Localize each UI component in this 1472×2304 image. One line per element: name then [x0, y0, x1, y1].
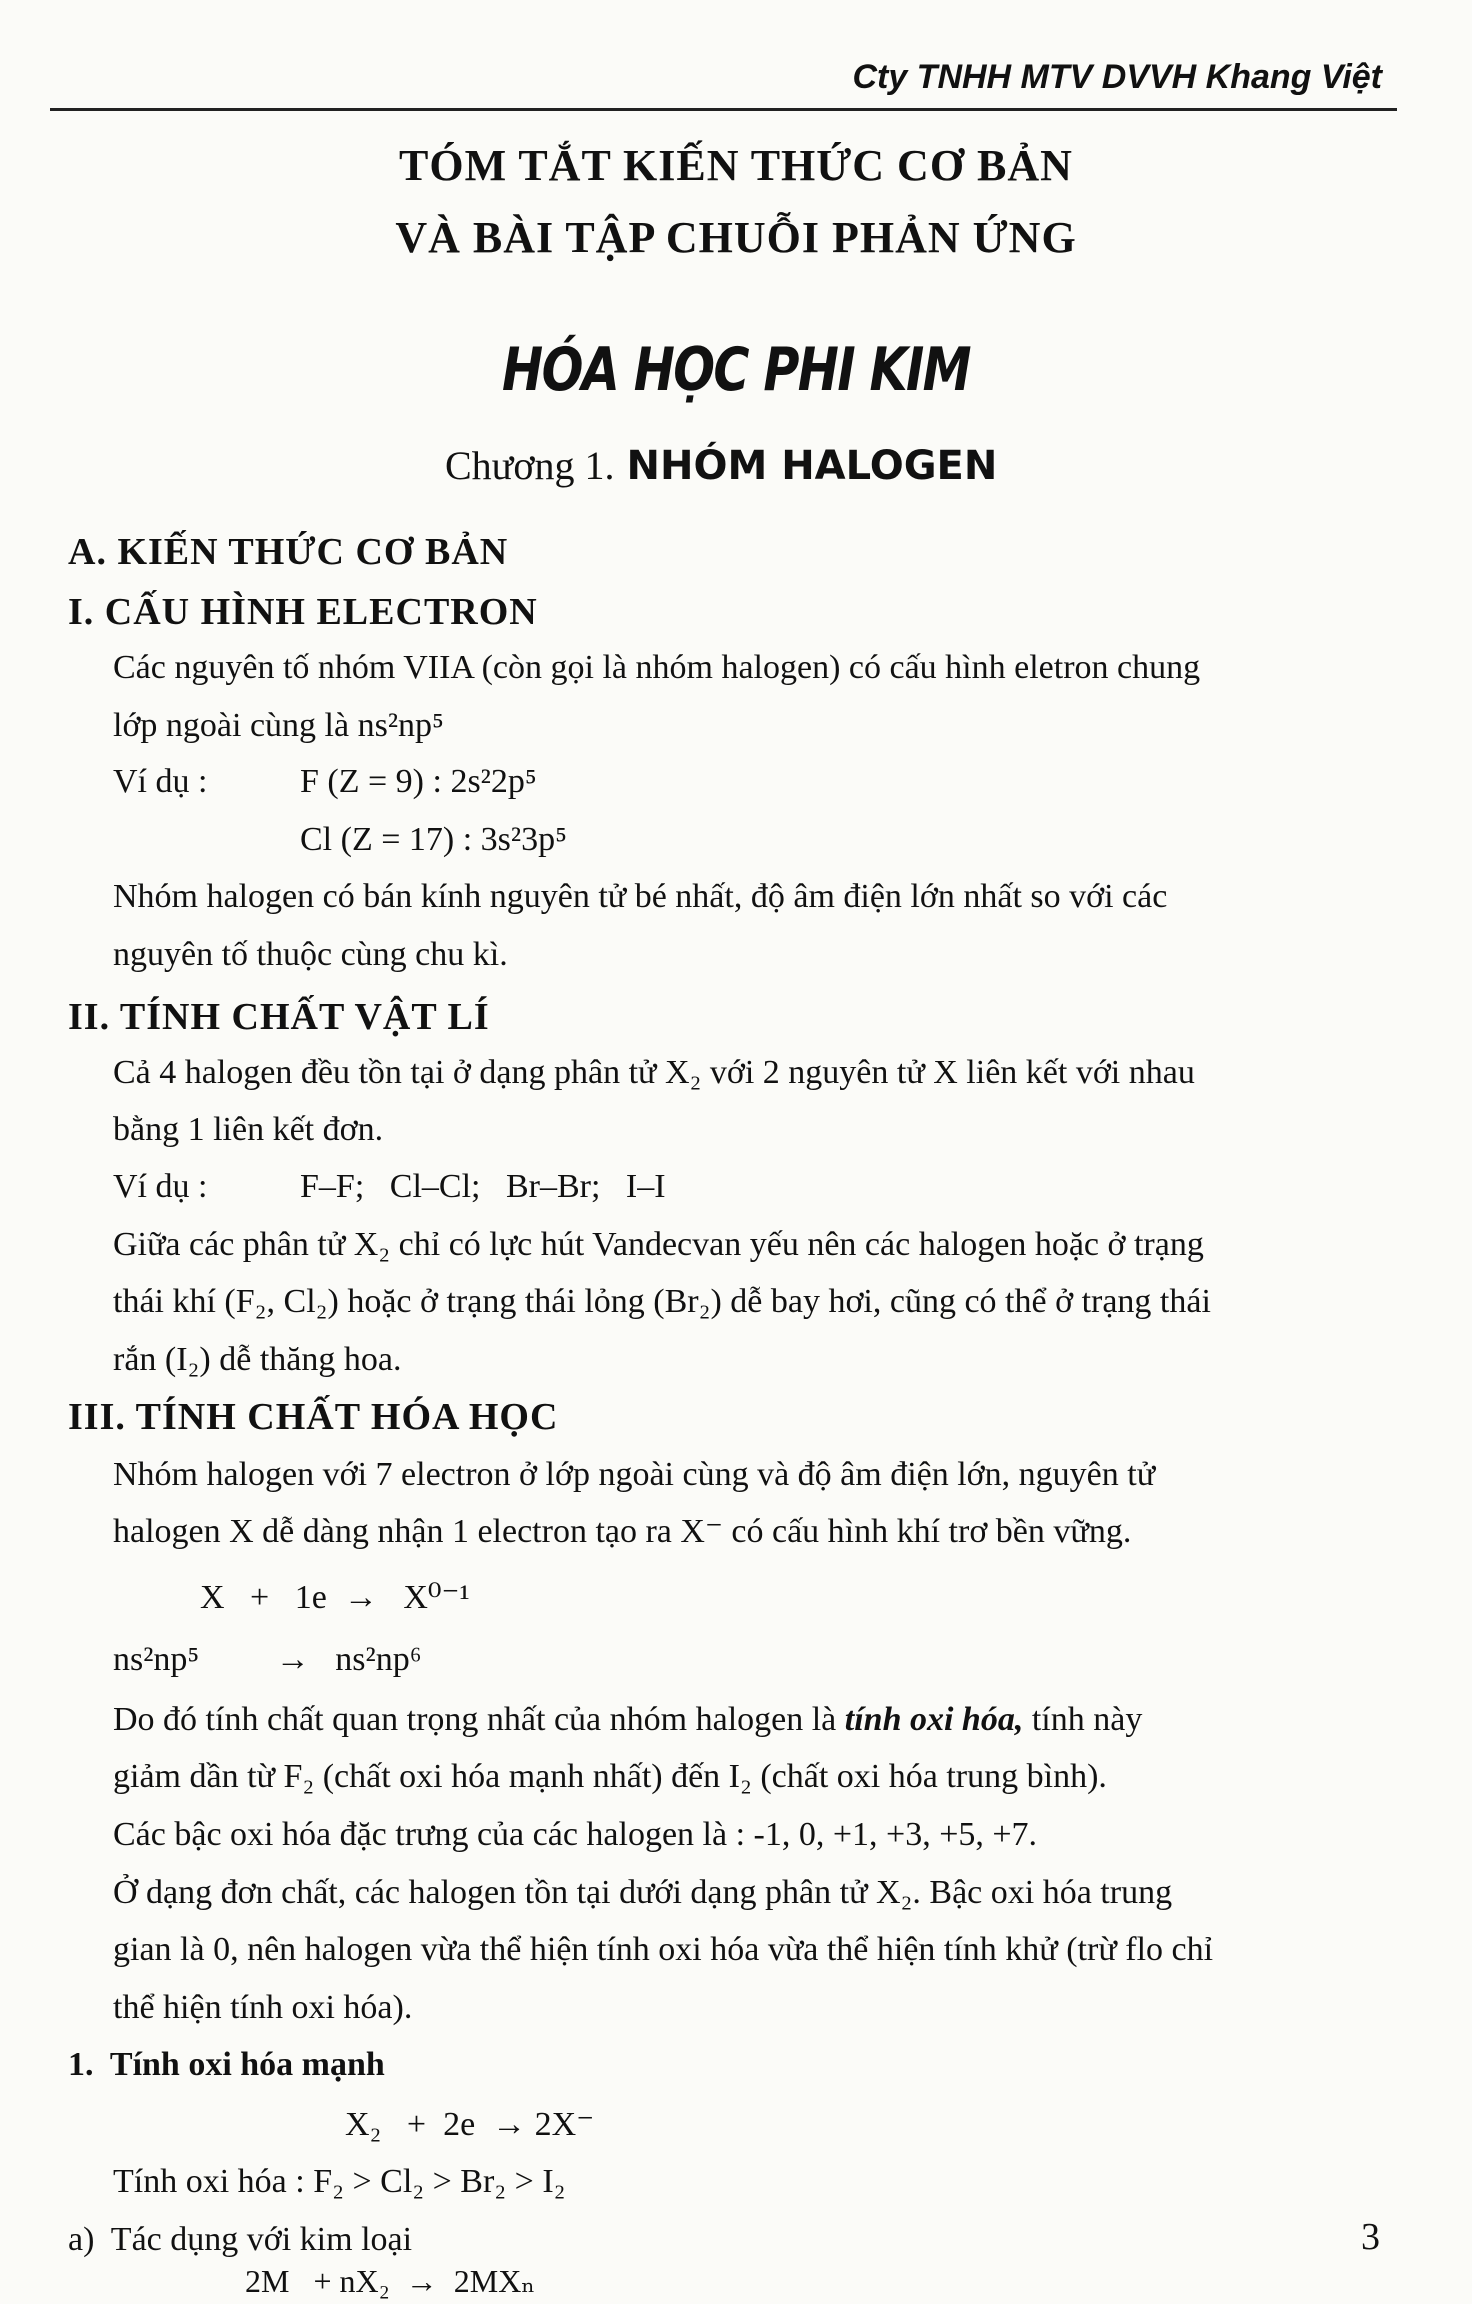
paragraph-line: Cả 4 halogen đều tồn tại ở dạng phân tử X₂ với 2 nguyên tử X liên kết với nhau: [113, 1054, 1195, 1091]
chapter-heading: [445, 442, 997, 489]
section-a-heading: A. KIẾN THỨC CƠ BẢN: [68, 531, 509, 573]
equation: 2M + nX₂ → 2MXₙ: [245, 2263, 536, 2299]
paragraph-line: Các bậc oxi hóa đặc trưng của các halogen là : -1, 0, +1, +3, +5, +7.: [113, 1816, 1038, 1853]
title-line-2: VÀ BÀI TẬP CHUỖI PHẢN ỨNG: [395, 213, 1077, 262]
page-number: 3: [1361, 2216, 1380, 2258]
chapter-name: NHÓM HALOGEN: [626, 443, 998, 489]
paragraph-line: [113, 1700, 1142, 1741]
paragraph-line: Giữa các phân tử X₂ chỉ có lực hút Vandecvan yếu nên các halogen hoặc ở trạng: [113, 1226, 1204, 1263]
paragraph-line: thái khí (F₂, Cl₂) hoặc ở trạng thái lỏng (Br₂) dễ bay hơi, cũng có thể ở trạng thái: [113, 1283, 1211, 1320]
example-formula: F (Z = 9) : 2s²2p⁵: [300, 763, 537, 800]
text-run: tính này: [1023, 1701, 1143, 1738]
subsection-1-heading: 1. Tính oxi hóa mạnh: [68, 2046, 385, 2083]
oxidation-order: Tính oxi hóa : F₂ > Cl₂ > Br₂ > I₂: [113, 2163, 566, 2200]
paragraph-line: Nhóm halogen có bán kính nguyên tử bé nhất, độ âm điện lớn nhất so với các: [113, 878, 1168, 915]
equation: ns²np⁵ → ns²np⁶: [113, 1641, 422, 1678]
paragraph-line: lớp ngoài cùng là ns²np⁵: [113, 707, 444, 744]
example-label: Ví dụ :: [113, 1168, 208, 1205]
paragraph-line: thể hiện tính oxi hóa).: [113, 1989, 413, 2026]
emphasis-text: tính oxi hóa,: [844, 1701, 1024, 1738]
paragraph-line: Nhóm halogen với 7 electron ở lớp ngoài cùng và độ âm điện lớn, nguyên tử: [113, 1456, 1156, 1493]
publisher-header: Cty TNHH MTV DVVH Khang Việt: [852, 58, 1382, 96]
paragraph-line: rắn (I₂) dễ thăng hoa.: [113, 1341, 402, 1378]
equation: X + 1e → X⁰⁻¹: [200, 1579, 470, 1616]
paragraph-line: Ở dạng đơn chất, các halogen tồn tại dưới dạng phân tử X₂. Bậc oxi hóa trung: [113, 1874, 1173, 1911]
header-rule: [50, 108, 1397, 111]
item-a-heading: a) Tác dụng với kim loại: [68, 2221, 413, 2258]
section-1-heading: I. CẤU HÌNH ELECTRON: [68, 591, 538, 633]
example-formula: Cl (Z = 17) : 3s²3p⁵: [300, 821, 567, 858]
section-3-heading: III. TÍNH CHẤT HÓA HỌC: [68, 1396, 559, 1438]
example-formula: F–F; Cl–Cl; Br–Br; I–I: [300, 1168, 666, 1205]
section-2-heading: II. TÍNH CHẤT VẬT LÍ: [68, 996, 490, 1038]
paragraph-line: halogen X dễ dàng nhận 1 electron tạo ra X⁻ có cấu hình khí trơ bền vững.: [113, 1513, 1132, 1550]
paragraph-line: giảm dần từ F₂ (chất oxi hóa mạnh nhất) đến I₂ (chất oxi hóa trung bình).: [113, 1758, 1107, 1795]
subject-title: HÓA HỌC PHI KIM: [502, 335, 970, 405]
paragraph-line: gian là 0, nên halogen vừa thể hiện tính oxi hóa vừa thể hiện tính khử (trừ flo chỉ: [113, 1931, 1214, 1968]
chapter-label: Chương 1.: [445, 443, 615, 488]
paragraph-line: bằng 1 liên kết đơn.: [113, 1111, 384, 1148]
equation: X₂ + 2e → 2X⁻: [345, 2106, 595, 2143]
title-line-1: TÓM TẮT KIẾN THỨC CƠ BẢN: [399, 141, 1073, 190]
text-run: Do đó tính chất quan trọng nhất của nhóm halogen là: [113, 1701, 845, 1738]
paragraph-line: nguyên tố thuộc cùng chu kì.: [113, 936, 508, 973]
example-label: Ví dụ :: [113, 763, 208, 800]
paragraph-line: Các nguyên tố nhóm VIIA (còn gọi là nhóm halogen) có cấu hình eletron chung: [113, 649, 1201, 686]
